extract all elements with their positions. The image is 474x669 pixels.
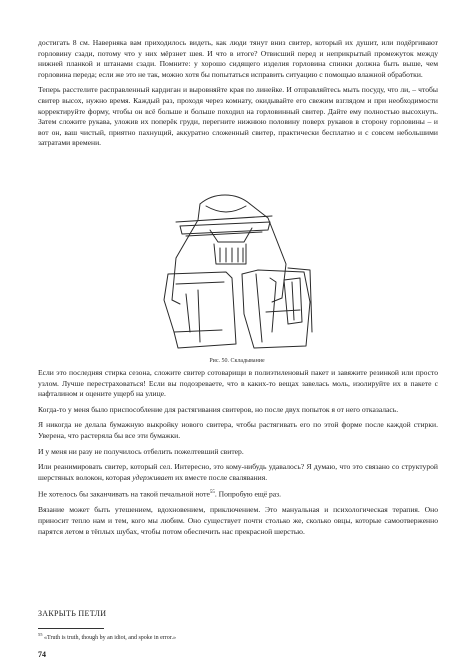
text-run: Не хотелось бы заканчивать на такой печальной ноте [38, 489, 210, 499]
footnote-number: 55 [38, 632, 43, 637]
bottom-text-block [38, 368, 438, 542]
paragraph: Когда-то у меня было приспособление для растягивания свитеров, но после двух попыток я от него отказалась. [38, 404, 399, 414]
folding-illustration [0, 182, 474, 357]
footnote-text: «Truth is truth, though by an idiot, and spoke in error.» [44, 635, 176, 641]
paragraph: Вязание может быть утешением, вдохновением, приключением. Это мануальная и психологическая терапия. Оно приносит тепло нам и тем, кого мы любим. Оно существует почти столько же, сколько овцы, которые самоотверженно парятся летом в тёплых шубах, чтобы потом обеспечить нас прекрасной шерстью. [38, 505, 438, 536]
paragraph: Я никогда не делала бумажную выкройку нового свитера, чтобы растягивать его по этой форме после каждой стирки. Уверена, что растеряла бы все эти бумажки. [38, 420, 438, 440]
folding-figure [0, 182, 474, 357]
text-run: их вместе после свалявания. [173, 472, 268, 482]
top-text-block [38, 38, 438, 154]
page-number: 74 [38, 650, 46, 659]
paragraph: достигать 8 см. Наверняка вам приходилось видеть, как люди тянут вниз свитер, который их душит, или подёргивают горловину сзади, потому что у них мёрзнет шея. И что в итоге? Отвисший перед и неприкрытый промежуток между нижней планкой и штанами сзади. Помните: у хорошо сидящего изделия горловина спинки должна быть выше, чем горловина переда; если же это не так, можно хотя бы попытаться исправить ситуацию с помощью влажной обработки. [38, 38, 438, 79]
text-run: Или реанимировать свитер, который сел. Интересно, это кому-нибудь удавалось? Я думаю, что это связано со структурой шерстяных волокон, которая [38, 462, 438, 482]
text-run: . Попробую ещё раз. [214, 489, 282, 499]
figure-caption: Рис. 50. Складывание [209, 358, 265, 364]
section-heading: ЗАКРЫТЬ ПЕТЛИ [38, 609, 107, 618]
footnote-divider [38, 628, 104, 629]
footnote-reference[interactable]: 55 [209, 490, 215, 496]
paragraph [38, 462, 438, 483]
emphasis-text: удерживает [132, 472, 174, 482]
paragraph [38, 488, 438, 500]
paragraph: Теперь расстелите расправленный кардиган и выровняйте края по линейке. И отправляйтесь мыть посуду, что ли, – чтобы свитер высох, нужно время. Каждый раз, проходя через комнату, окидывайте его свежим взглядом и при необходимости корректируйте форму, чтобы он всё больше и больше походил на горловинный свитер. Дайте ему полностью высохнуть. Затем сложите рукава, уложив их поперёк груди, перегните нижнюю половину поверх рукавов в сторону горловины – и вот он, ваш чистый, приятно пахнущий, аккуратно сложенный свитер, практически бесплатно и с совсем небольшими затратами времени. [38, 85, 438, 148]
footnote [38, 632, 176, 641]
paragraph: И у меня ни разу не получилось отбелить пожелтевший свитер. [38, 446, 244, 456]
paragraph: Если это последняя стирка сезона, сложите свитер сотоварищи в полиэтиленовый пакет и завяжите резинкой или просто узлом. Лучше перестраховаться! Если вы подозреваете, что в каких-то вещах завелась моль, изолируйте их в пакете с нафталином и оцените ущерб на улице. [38, 368, 438, 399]
